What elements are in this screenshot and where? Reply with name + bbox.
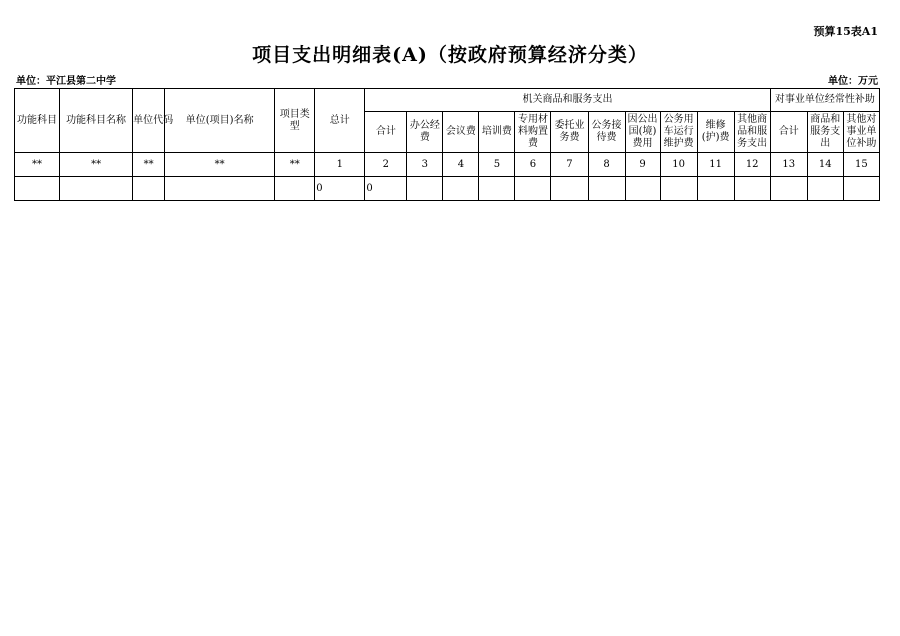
header-unit-name: 单位(项目)名称 — [165, 89, 275, 153]
header-sub: 委托业务费 — [551, 112, 588, 153]
data-cell — [275, 177, 315, 201]
form-code: 预算15表A1 — [813, 25, 878, 38]
index-cell: ** — [15, 153, 60, 177]
data-cell — [515, 177, 551, 201]
header-sub: 公务接待费 — [588, 112, 625, 153]
data-cell — [443, 177, 479, 201]
index-cell: 9 — [625, 153, 660, 177]
header-func-name: 功能科目名称 — [60, 89, 133, 153]
data-cell — [60, 177, 133, 201]
data-cell — [660, 177, 697, 201]
data-cell-total: 0 — [315, 177, 365, 201]
header-project-type: 项目类型 — [275, 89, 315, 153]
header-total: 总计 — [315, 89, 365, 153]
index-cell: 12 — [734, 153, 770, 177]
header-sub: 培训费 — [479, 112, 515, 153]
unit-label: 单位：平江县第二中学 — [16, 76, 116, 87]
index-cell: 1 — [315, 153, 365, 177]
data-cell — [625, 177, 660, 201]
header-group-services: 机关商品和服务支出 — [365, 89, 770, 112]
index-cell: 4 — [443, 153, 479, 177]
index-cell: 6 — [515, 153, 551, 177]
header-group-subsidy: 对事业单位经常性补助 — [770, 89, 879, 112]
index-cell: 11 — [697, 153, 734, 177]
index-cell: ** — [133, 153, 165, 177]
index-cell: ** — [60, 153, 133, 177]
index-cell: 8 — [588, 153, 625, 177]
index-cell: 10 — [660, 153, 697, 177]
index-cell: 2 — [365, 153, 407, 177]
data-cell — [697, 177, 734, 201]
header-sub: 会议费 — [443, 112, 479, 153]
data-cell — [479, 177, 515, 201]
data-cell — [734, 177, 770, 201]
data-cell — [15, 177, 60, 201]
header-sub: 商品和服务支出 — [807, 112, 843, 153]
index-cell: ** — [165, 153, 275, 177]
header-sub: 公务用车运行维护费 — [660, 112, 697, 153]
header-sub: 因公出国(境)费用 — [625, 112, 660, 153]
index-cell: 3 — [407, 153, 443, 177]
header-sub: 其他对事业单位补助 — [843, 112, 879, 153]
data-cell — [843, 177, 879, 201]
header-sub: 维修(护)费 — [697, 112, 734, 153]
data-cell — [588, 177, 625, 201]
index-cell: 13 — [770, 153, 807, 177]
data-cell — [551, 177, 588, 201]
data-cell — [770, 177, 807, 201]
index-cell: 7 — [551, 153, 588, 177]
header-sub: 合计 — [770, 112, 807, 153]
header-func-code: 功能科目 — [15, 89, 60, 153]
index-cell: 15 — [843, 153, 879, 177]
data-cell — [165, 177, 275, 201]
index-cell: 5 — [479, 153, 515, 177]
header-sub: 其他商品和服务支出 — [734, 112, 770, 153]
data-cell — [407, 177, 443, 201]
data-cell-subtotal: 0 — [365, 177, 407, 201]
index-cell: 14 — [807, 153, 843, 177]
data-cell — [807, 177, 843, 201]
header-sub: 办公经费 — [407, 112, 443, 153]
data-cell — [133, 177, 165, 201]
index-cell: ** — [275, 153, 315, 177]
page-title: 项目支出明细表(A)（按政府预算经济分类） — [252, 44, 648, 66]
expenditure-table — [14, 88, 880, 201]
header-sub: 专用材料购置费 — [515, 112, 551, 153]
header-sub: 合计 — [365, 112, 407, 153]
currency-unit-label: 单位：万元 — [828, 76, 878, 87]
header-unit-code: 单位代码 — [133, 89, 165, 153]
